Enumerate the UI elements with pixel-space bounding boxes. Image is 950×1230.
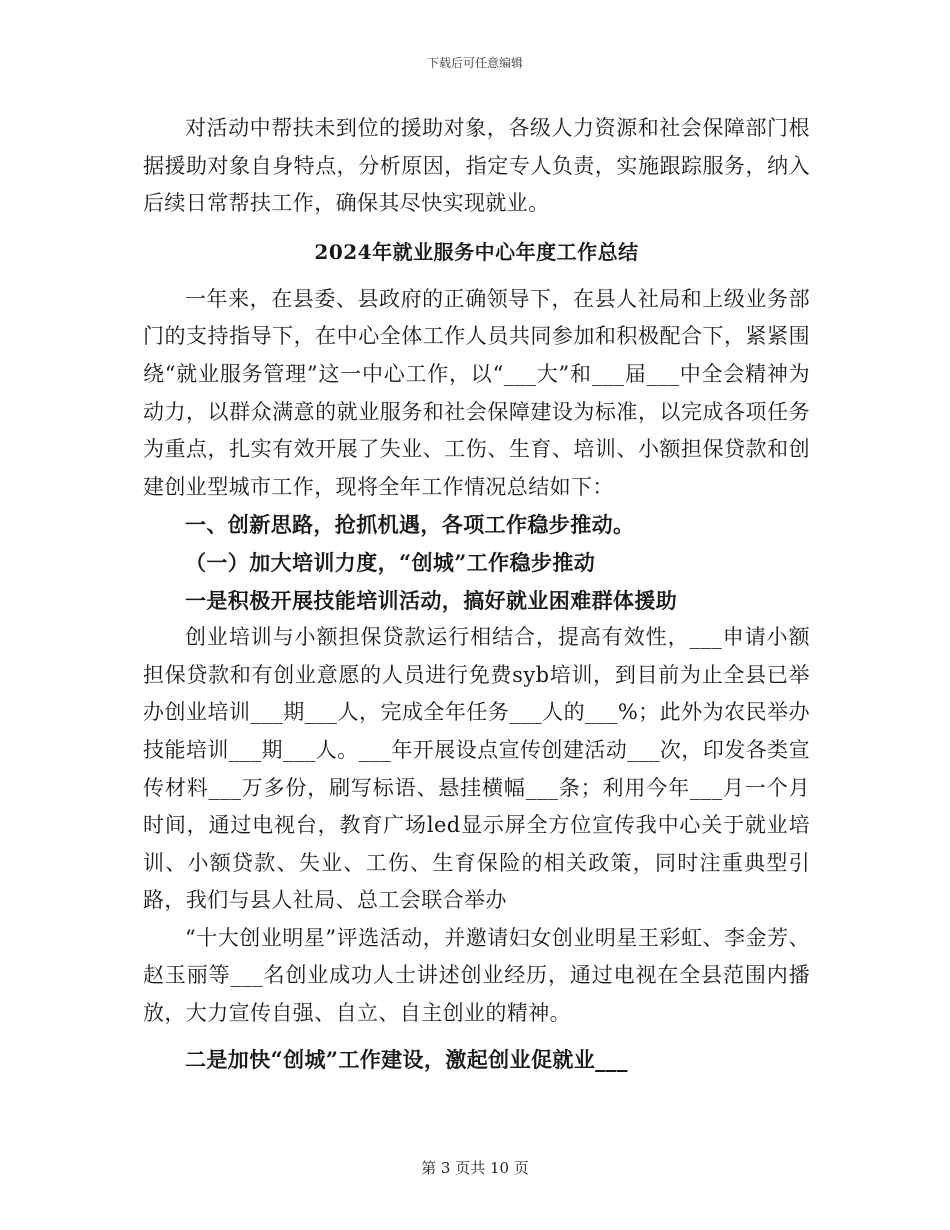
page-header: 下载后可任意编辑 xyxy=(426,56,523,70)
document-body xyxy=(143,110,810,1078)
document-title: 2024年就业服务中心年度工作总结 xyxy=(314,239,639,264)
paragraph-follow-up: 对活动中帮扶未到位的援助对象，各级人力资源和社会保障部门根据援助对象自身特点，分析原因，指定专人负责，实施跟踪服务，纳入后续日常帮扶工作，确保其尽快实现就业。 xyxy=(143,116,810,216)
heading-subsection-1: （一）加大培训力度，“创城”工作稳步推动 xyxy=(185,549,596,575)
paragraph-star-selection: “十大创业明星”评选活动，并邀请妇女创业明星王彩虹、李金芳、赵玉丽等___名创业成功人士讲述创业经历，通过电视在全县范围内播放，大力宣传自强、自立、自主创业的精神。 xyxy=(143,925,810,1026)
heading-item-2: 二是加快“创城”工作建设，激起创业促就业___ xyxy=(185,1046,628,1072)
page-footer: 第 3 页共 10 页 xyxy=(421,1159,529,1177)
heading-section-1: 一、创新思路，抢抓机遇，各项工作稳步推动。 xyxy=(185,512,635,538)
paragraph-training: 创业培训与小额担保贷款运行相结合，提高有效性，___申请小额担保贷款和有创业意愿的人员进行免费syb培训，到目前为止全县已举办创业培训___期___人，完成全年任务___人的___%；此外为农民举办技能培训___期___人。___年开展设点宣传创建活动___次，印发各类宣传材料___万多份，刷写标语、悬挂横幅___条；利用今年___月一个月时间，通过电视台，教育广场led显示屏全方位宣传我中心关于就业培训、小额贷款、失业、工伤、生育保险的相关政策，同时注重典型引路，我们与县人社局、总工会联合举办 xyxy=(143,625,810,913)
heading-item-1: 一是积极开展技能培训活动，搞好就业困难群体援助 xyxy=(185,587,678,613)
paragraph-intro: 一年来，在县委、县政府的正确领导下，在县人社局和上级业务部门的支持指导下，在中心全体工作人员共同参加和积极配合下，紧紧围绕“就业服务管理”这一中心工作，以“___大”和___届___中全会精神为动力，以群众满意的就业服务和社会保障建设为标准，以完成各项任务为重点，扎实有效开展了失业、工伤、生育、培训、小额担保贷款和创建创业型城市工作，现将全年工作情况总结如下： xyxy=(143,286,810,499)
